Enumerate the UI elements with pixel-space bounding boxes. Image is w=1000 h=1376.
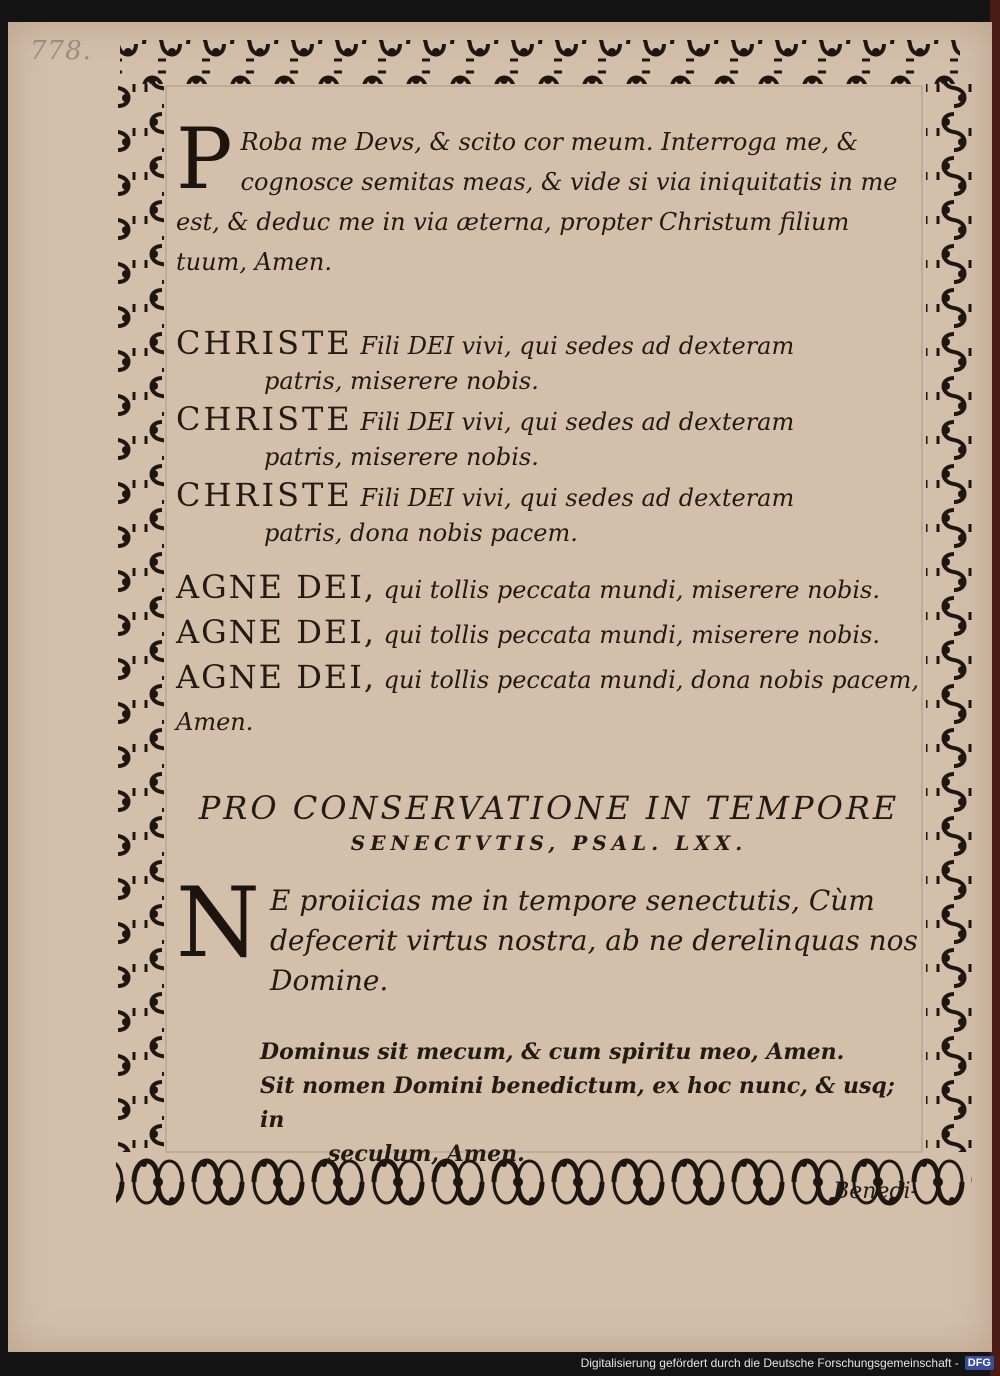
litany-text: Fili DEI vivi, qui sedes ad dexteram <box>352 332 795 360</box>
litany-christe <box>176 324 922 552</box>
dfg-logo-icon: DFG <box>965 1356 994 1370</box>
prayer-line: Sit nomen Domini benedictum, ex hoc nunc, & usq; in <box>260 1073 895 1133</box>
agnus-text: qui tollis peccata mundi, miserere nobis. <box>376 621 880 649</box>
litany-text: Fili DEI vivi, qui sedes ad dexteram <box>352 408 795 436</box>
agnus-lead: AGNE DEI, <box>176 568 377 606</box>
litany-lead: CHRISTE <box>176 324 353 362</box>
paragraph-text: E proiicias me in tempore senectutis, Cùm defecerit virtus nostra, ab ne derelinquas nos Domine. <box>270 884 918 997</box>
litany-agnus <box>176 566 922 743</box>
paragraph-text: Roba me Devs, & scito cor meum. Interroga me, & cognosce semitas meas, & vide si via iniquitatis in me est, & deduc me in via æterna, propter Christum filium tuum, Amen. <box>176 128 898 276</box>
agnus-line <box>176 656 922 743</box>
litany-continuation: patris, miserere nobis. <box>264 443 539 471</box>
footer-credit: Digitalisierung gefördert durch die Deutsche Forschungsgemeinschaft - <box>580 1356 959 1370</box>
litany-lead: CHRISTE <box>176 476 353 514</box>
agnus-text: qui tollis peccata mundi, dona nobis pacem, Amen. <box>176 666 919 736</box>
catchword: Benedi- <box>833 1179 918 1204</box>
agnus-text: qui tollis peccata mundi, miserere nobis. <box>376 576 880 604</box>
agnus-line <box>176 611 922 656</box>
litany-text: Fili DEI vivi, qui sedes ad dexteram <box>352 484 795 512</box>
page-number: 778. <box>30 36 92 66</box>
agnus-lead: AGNE DEI, <box>176 613 377 651</box>
paragraph-ne-proiicias <box>176 867 922 1001</box>
drop-cap-p: P <box>176 110 233 208</box>
dfg-footer <box>581 1354 994 1372</box>
text-block <box>176 104 922 1204</box>
litany-continuation: patris, miserere nobis. <box>264 367 539 395</box>
prayer-line: Dominus sit mecum, & cum spiritu meo, Amen. <box>260 1039 845 1065</box>
litany-line <box>176 400 922 476</box>
agnus-line <box>176 566 922 611</box>
section-heading <box>176 789 922 855</box>
litany-line <box>176 324 922 400</box>
paragraph-probe-me <box>176 110 922 282</box>
book-page <box>8 22 992 1352</box>
litany-line <box>176 476 922 552</box>
litany-lead: CHRISTE <box>176 400 353 438</box>
prayer-continuation: seculum, Amen. <box>328 1141 525 1167</box>
heading-line-1: PRO CONSERVATIONE IN TEMPORE <box>198 789 900 827</box>
litany-continuation: patris, dona nobis pacem. <box>264 519 578 547</box>
agnus-lead: AGNE DEI, <box>176 658 377 696</box>
drop-cap-n: N <box>176 867 260 979</box>
heading-line-2: SENECTVTIS, PSAL. LXX. <box>350 831 748 855</box>
closing-prayer <box>176 1035 922 1171</box>
